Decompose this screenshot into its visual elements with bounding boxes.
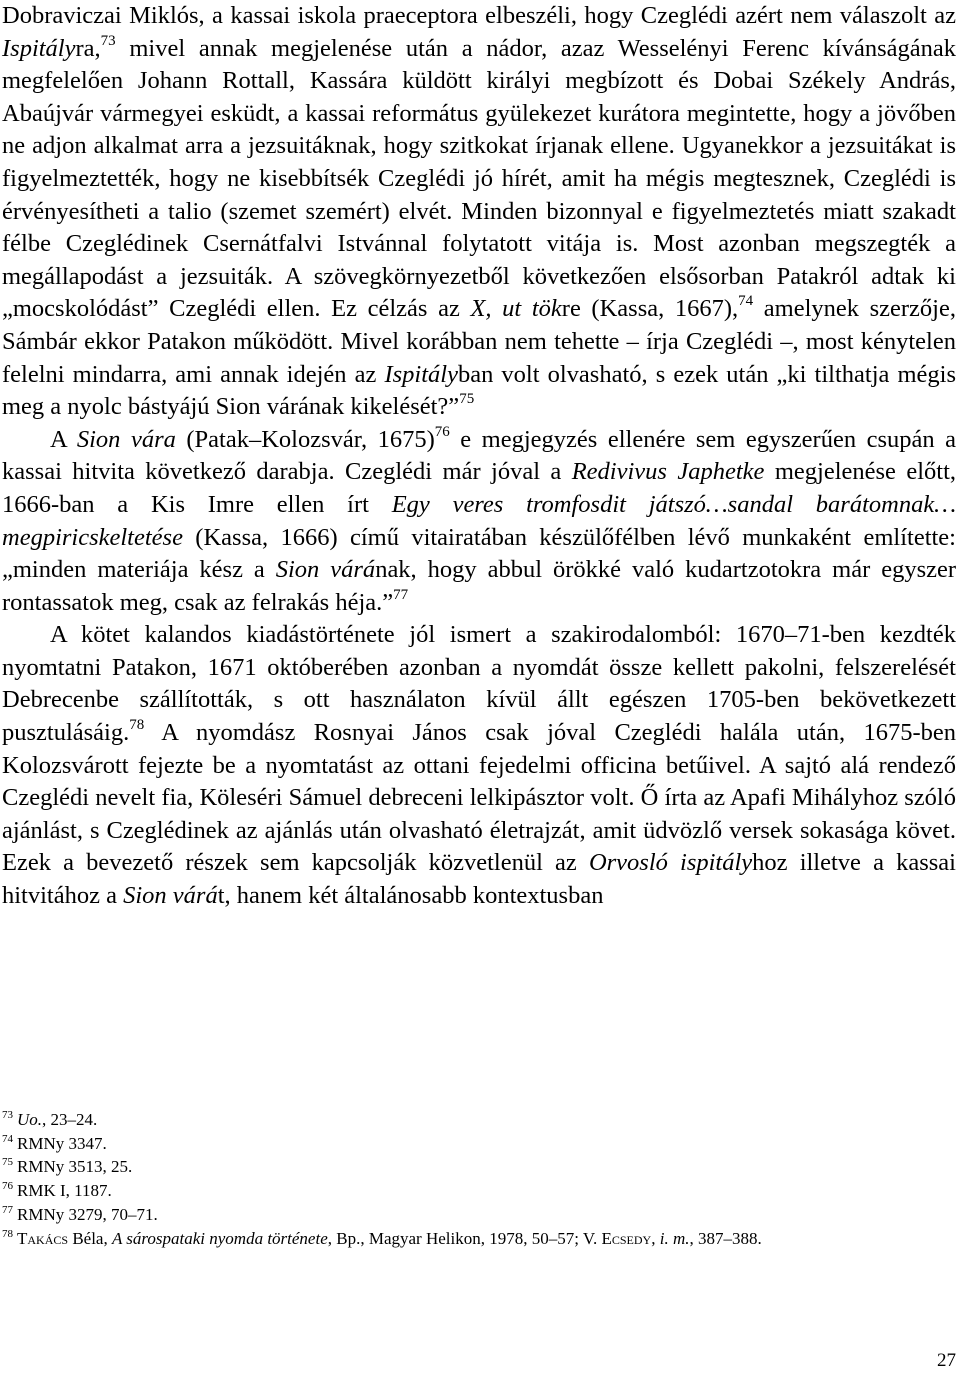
italic-title: Sion vára bbox=[76, 425, 176, 453]
footnote-ref-75: 75 bbox=[459, 391, 475, 408]
text-run: RMNy 3513, 25. bbox=[17, 1157, 133, 1177]
text-run: A kötet kalandos kiadástörténete jól ismert a szakirodalomból: 1670–71-ben kezdték nyomtatni Patakon, 1671 októberében azonban a nyomdát össze kellett pakolni, felszerelését Debrecenbe szállították, s ott használaton kívül állt egészen 1705-ben bekövetkezett pusztulásáig. bbox=[2, 621, 956, 747]
footnote-number: 75 bbox=[2, 1156, 13, 1169]
footnote-number: 73 bbox=[2, 1109, 13, 1121]
body-text bbox=[2, 0, 956, 913]
italic-title: Sion várá bbox=[123, 882, 218, 910]
paragraph-1 bbox=[2, 0, 956, 424]
italic-text: i. m. bbox=[659, 1228, 690, 1248]
text-run: megjelenése előtt, 1666-ban a Kis Imre ellen írt bbox=[2, 458, 957, 518]
footnotes bbox=[2, 1108, 956, 1250]
footnote-number: 76 bbox=[2, 1180, 13, 1193]
text-run: , 23–24. bbox=[42, 1110, 98, 1129]
italic-title: Egy veres tromfosdit játszó…sandal barátomnak…megpiricskeltetése bbox=[2, 490, 956, 551]
text-run: , Bp., Magyar Helikon, 1978, 50–57; V. bbox=[327, 1228, 602, 1248]
text-run: e megjegyzés ellenére sem egyszerűen csupán a kassai hitvita következő darabja. Czeglédi már jóval a bbox=[2, 425, 957, 486]
italic-title: A sárospataki nyomda története bbox=[111, 1228, 328, 1248]
italic-title: Ispitály bbox=[2, 34, 76, 62]
footnote-number: 74 bbox=[2, 1132, 13, 1145]
italic-title: X, ut tök bbox=[470, 295, 562, 323]
text-run: , 387–388. bbox=[689, 1228, 762, 1248]
footnote-ref-77: 77 bbox=[393, 586, 409, 603]
page-number: 27 bbox=[937, 1350, 956, 1371]
footnote-74 bbox=[2, 1132, 956, 1156]
paragraph-3 bbox=[2, 619, 956, 912]
text-run: ban volt olvasható, s ezek után „ki tilthatja mégis meg a nyolc bástyájú Sion várának kikelését?” bbox=[2, 360, 956, 421]
footnote-ref-78: 78 bbox=[129, 717, 145, 734]
footnote-76 bbox=[2, 1179, 956, 1203]
italic-title: Redivivus Japhetke bbox=[571, 458, 765, 486]
text-run: , bbox=[651, 1228, 660, 1248]
footnote-ref-74: 74 bbox=[738, 293, 754, 310]
author-name: Ecsedy bbox=[601, 1228, 652, 1248]
footnote-77 bbox=[2, 1203, 956, 1227]
footnote-78 bbox=[2, 1227, 956, 1251]
italic-title: Orvosló ispitály bbox=[588, 849, 753, 877]
text-run: RMK I, 1187. bbox=[17, 1181, 112, 1201]
footnote-75 bbox=[2, 1155, 956, 1179]
text-run: Béla, bbox=[68, 1228, 112, 1248]
text-run: t, hanem két általánosabb kontextusban bbox=[217, 882, 604, 910]
text-run: RMNy 3347. bbox=[17, 1133, 107, 1153]
text-run: nak, hogy abbul örökké való kudartzotokra már egyszer rontassatok meg, csak az felrakás héja.” bbox=[2, 556, 957, 616]
italic-title: Sion várá bbox=[275, 556, 376, 584]
text-run: Dobraviczai Miklós, a kassai iskola praeceptora elbeszéli, hogy Czeglédi azért nem válaszolt az bbox=[2, 2, 956, 29]
author-name: Takács bbox=[17, 1228, 69, 1248]
text-run: re (Kassa, 1667), bbox=[561, 295, 739, 323]
text-run: (Patak–Kolozsvár, 1675) bbox=[175, 425, 435, 453]
footnote-73 bbox=[2, 1108, 956, 1132]
text-run: hoz illetve a kassai hitvitához a bbox=[2, 849, 956, 910]
italic-title: Ispitály bbox=[384, 360, 458, 388]
text-run: A bbox=[50, 425, 77, 453]
paragraph-2 bbox=[2, 424, 956, 620]
text-run: (Kassa, 1666) című vitairatában készülőfélben lévő munkaként említette: „minden materiája kész a bbox=[2, 523, 956, 584]
text-run: ra, bbox=[75, 34, 101, 62]
text-run: amelynek szerzője, Sámbár ekkor Patakon működött. Mivel korábban nem tehette – írja Czeglédi –, most kénytelen felelni mindarra, ami annak idején az bbox=[2, 295, 956, 388]
footnote-ref-76: 76 bbox=[434, 423, 450, 440]
footnote-number: 77 bbox=[2, 1203, 13, 1216]
text-run: RMNy 3279, 70–71. bbox=[17, 1204, 158, 1224]
text-run: mivel annak megjelenése után a nádor, azaz Wesselényi Ferenc kívánságának megfelelően Johann Rottall, Kassára küldött királyi megbízott és Dobai Székely András, Abaújvár vármegyei esküdt, a kassai református gyülekezet kurátora megintette, hogy a jövőben ne adjon alkalmat arra a jezsuitáknak, hogy szitkokat írjanak ellene. Ugyanekkor a jezsuitákat is figyelmeztették, hogy ne kisebbítsék Czeglédi jó hírét, amit ha mégis megtesznek, Czeglédi is érvényesítheti a talio (szemet szemért) elvét. Minden bizonnyal e figyelmeztetés miatt szakadt félbe Czeglédinek Csernátfalvi Istvánnal folytatott vitája is. Most azonban megszegték a megállapodást a jezsuiták. A szövegkörnyezetből következően elsősorban Patakról adtak ki „mocskolódást” Czeglédi ellen. Ez célzás az bbox=[2, 34, 956, 323]
italic-text: Uo. bbox=[17, 1110, 43, 1129]
footnote-number: 78 bbox=[2, 1227, 13, 1240]
footnote-ref-73: 73 bbox=[100, 32, 116, 49]
text-run: A nyomdász Rosnyai János csak jóval Czeglédi halála után, 1675-ben Kolozsvárott fejezte be a nyomtatást az ottani fejedelmi officina betűivel. A sajtó alá rendező Czeglédi nevelt fia, Köleséri Sámuel debreceni lelkipásztor volt. Ő írta az Apafi Mihályhoz szóló ajánlást, s Czeglédinek az ajánlás után olvasható életrajzát, amit üdvözlő versek sokasága követ. Ezek a bevezető részek sem kapcsolják közvetlenül az bbox=[2, 719, 956, 877]
